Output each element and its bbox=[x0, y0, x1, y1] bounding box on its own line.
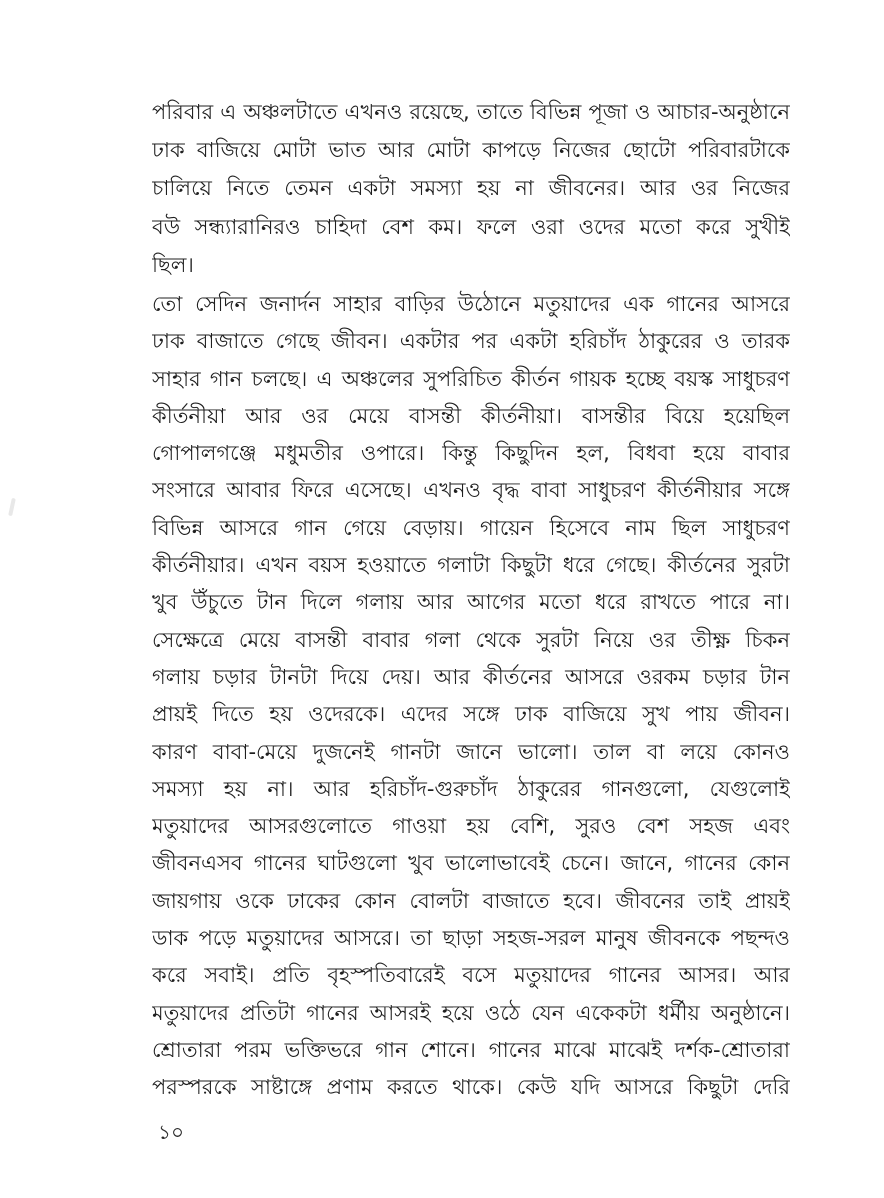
text-line: কীর্তনীয়া আর ওর মেয়ে বাসন্তী কীর্তনীয়া। বাসন্তীর বিয়ে হয়েছিল bbox=[152, 403, 790, 428]
text-line: কারণ বাবা-মেয়ে দুজনেই গানটা জানে ভালো। তাল বা লয়ে কোনও bbox=[152, 739, 790, 764]
text-line: পরস্পরকে সাষ্টাঙ্গে প্রণাম করতে থাকে। কেউ যদি আসরে কিছুটা দেরি bbox=[152, 1075, 790, 1100]
text-line: ঢাক বাজিয়ে মোটা ভাত আর মোটা কাপড়ে নিজের ছোটো পরিবারটাকে bbox=[152, 138, 790, 163]
text-line: চালিয়ে নিতে তেমন একটা সমস্যা হয় না জীবনের। আর ওর নিজের bbox=[152, 176, 790, 201]
text-line: খুব উঁচুতে টান দিলে গলায় আর আগের মতো ধরে রাখতে পারে না। bbox=[152, 590, 790, 615]
text-line: ডাক পড়ে মতুয়াদের আসরে। তা ছাড়া সহজ-সরল মানুষ জীবনকে পছন্দও bbox=[152, 926, 790, 951]
text-line: ছিল। bbox=[152, 252, 194, 277]
text-line: তো সেদিন জনার্দন সাহার বাড়ির উঠোনে মতুয়াদের এক গানের আসরে bbox=[152, 292, 790, 316]
scan-artifact bbox=[8, 498, 16, 516]
text-line: পরিবার এ অঞ্চলটাতে এখনও রয়েছে, তাতে বিভিন্ন পূজা ও আচার-অনুষ্ঠানে bbox=[152, 100, 790, 124]
paragraph-1 bbox=[152, 93, 790, 284]
text-line: বিভিন্ন আসরে গান গেয়ে বেড়ায়। গায়েন হিসেবে নাম ছিল সাধুচরণ bbox=[152, 515, 790, 540]
text-line: গলায় চড়ার টানটা দিয়ে দেয়। আর কীর্তনের আসরে ওরকম চড়ার টান bbox=[152, 664, 790, 689]
paragraph-2 bbox=[152, 286, 790, 1107]
text-line: শ্রোতারা পরম ভক্তিভরে গান শোনে। গানের মাঝে মাঝেই দর্শক-শ্রোতারা bbox=[152, 1037, 790, 1062]
text-line: সেক্ষেত্রে মেয়ে বাসন্তী বাবার গলা থেকে সুরটা নিয়ে ওর তীক্ষ্ণ চিকন bbox=[152, 627, 790, 652]
text-line: বউ সন্ধ্যারানিরও চাহিদা বেশ কম। ফলে ওরা ওদের মতো করে সুখীই bbox=[152, 214, 790, 239]
text-line: কীর্তনীয়ার। এখন বয়স হওয়াতে গলাটা কিছুটা ধরে গেছে। কীর্তনের সুরটা bbox=[152, 553, 790, 578]
text-line: ঢাক বাজাতে গেছে জীবন। একটার পর একটা হরিচাঁদ ঠাকুরের ও তারক bbox=[152, 329, 790, 354]
text-line: জায়গায় ওকে ঢাকের কোন বোলটা বাজাতে হবে। জীবনের তাই প্রায়ই bbox=[152, 888, 790, 913]
text-line: মতুয়াদের প্রতিটা গানের আসরই হয়ে ওঠে যেন একেকটা ধর্মীয় অনুষ্ঠানে। bbox=[152, 1000, 790, 1025]
text-line: গোপালগঞ্জে মধুমতীর ওপারে। কিন্তু কিছুদিন হল, বিধবা হয়ে বাবার bbox=[152, 441, 790, 466]
text-line: সংসারে আবার ফিরে এসেছে। এখনও বৃদ্ধ বাবা সাধুচরণ কীর্তনীয়ার সঙ্গে bbox=[152, 478, 790, 503]
page-number: ১০ bbox=[158, 1120, 184, 1144]
text-line: সমস্যা হয় না। আর হরিচাঁদ-গুরুচাঁদ ঠাকুরের গানগুলো, যেগুলোই bbox=[152, 776, 790, 801]
text-line: জীবনএসব গানের ঘাটগুলো খুব ভালোভাবেই চেনে। জানে, গানের কোন bbox=[152, 851, 790, 876]
text-line: মতুয়াদের আসরগুলোতে গাওয়া হয় বেশি, সুরও বেশ সহজ এবং bbox=[152, 814, 790, 839]
text-line: প্রায়ই দিতে হয় ওদেরকে। এদের সঙ্গে ঢাক বাজিয়ে সুখ পায় জীবন। bbox=[152, 702, 790, 727]
text-line: সাহার গান চলছে। এ অঞ্চলের সুপরিচিত কীর্তন গায়ক হচ্ছে বয়স্ক সাধুচরণ bbox=[152, 366, 790, 391]
text-line: করে সবাই। প্রতি বৃহস্পতিবারেই বসে মতুয়াদের গানের আসর। আর bbox=[152, 963, 790, 988]
